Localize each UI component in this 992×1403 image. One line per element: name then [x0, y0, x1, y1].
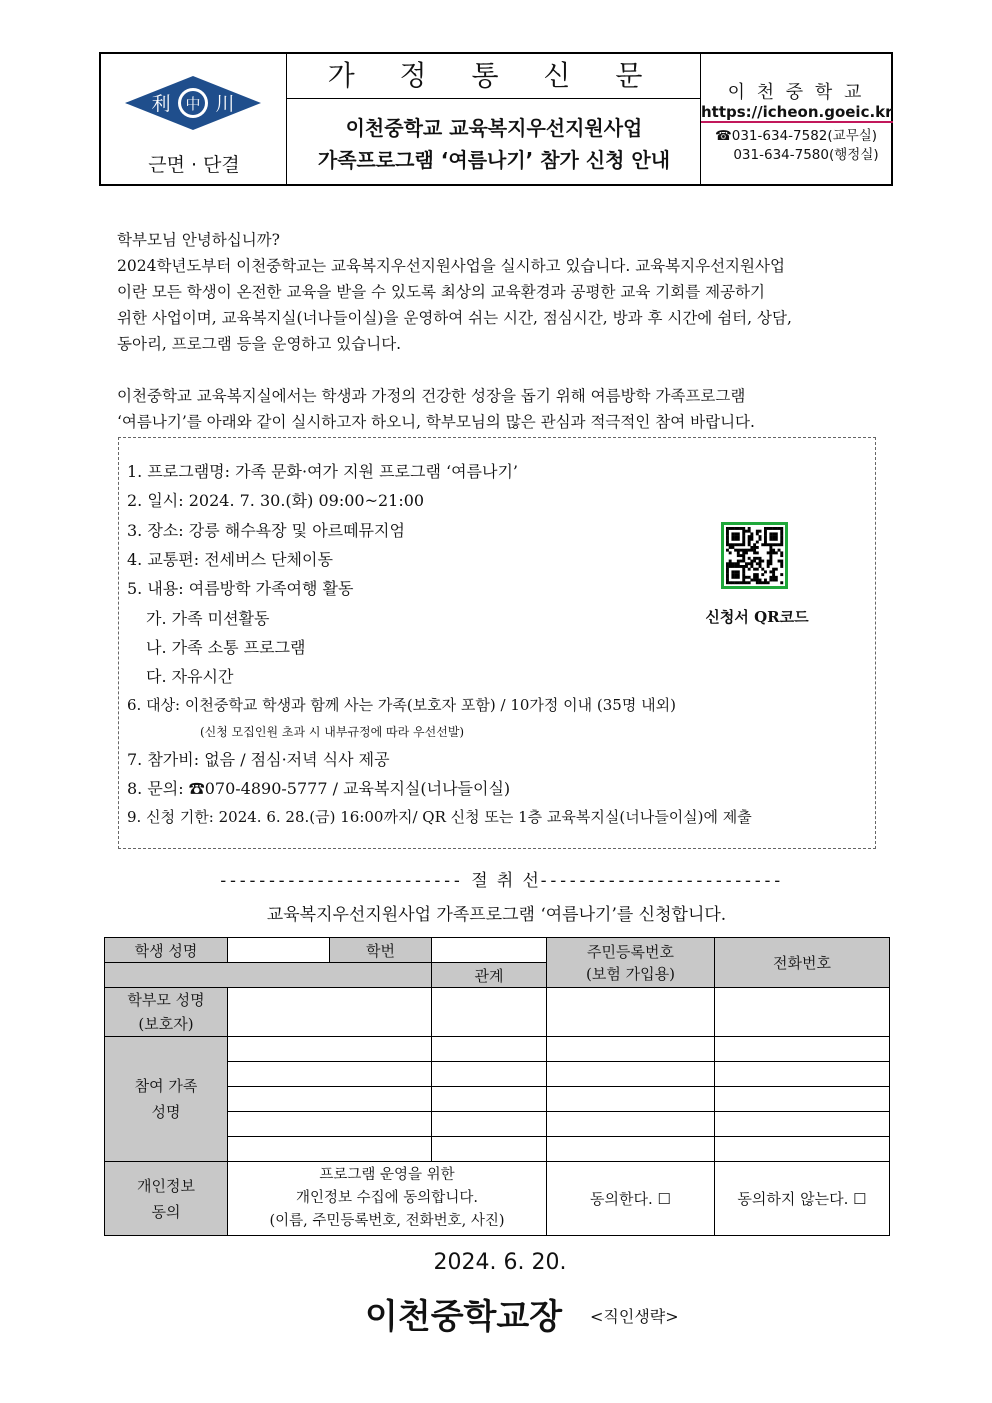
- school-name: 이 천 중 학 교: [727, 82, 865, 103]
- greeting: 학부모님 안녕하십니까?: [117, 231, 280, 249]
- school-info-cell: [701, 54, 891, 184]
- disagree-checkbox[interactable]: 동의하지 않는다. ☐: [715, 1162, 890, 1236]
- family-label-line2: 성명: [151, 1103, 181, 1121]
- header-spacer: [105, 963, 432, 988]
- school-motto: 근면 · 단결: [148, 154, 240, 176]
- intro-line: 위한 사업이며, 교육복지실(너나들이실)을 운영하여 쉬는 시간, 점심시간, 방과 후 시간에 쉼터, 상담,: [117, 309, 792, 327]
- family-resident-no-field[interactable]: [547, 1137, 715, 1162]
- phone-admin: 031-634-7580(행정실): [733, 147, 879, 163]
- family-name-field[interactable]: [228, 1137, 432, 1162]
- application-form: [104, 937, 890, 1236]
- privacy-label: [105, 1162, 228, 1236]
- parent-name-field[interactable]: [228, 988, 432, 1037]
- family-phone-field[interactable]: [715, 1037, 890, 1062]
- apply-sentence: 교육복지우선지원사업 가족프로그램 ‘여름나기’를 신청합니다.: [266, 905, 727, 925]
- privacy-text-line: 개인정보 수집에 동의합니다.: [296, 1190, 478, 1206]
- intro-paragraph-1: [117, 253, 882, 357]
- privacy-text-line: (이름, 주민등록번호, 전화번호, 사진): [269, 1213, 505, 1229]
- family-relation-field[interactable]: [432, 1137, 547, 1162]
- detail-item: 7. 참가비: 없음 / 점심·저녁 식사 제공: [127, 750, 390, 769]
- detail-item: 5. 내용: 여름방학 가족여행 활동: [127, 579, 354, 598]
- detail-item: 9. 신청 기한: 2024. 6. 28.(금) 16:00까지/ QR 신청 또는 1층 교육복지실(너나들이실)에 제출: [127, 808, 752, 826]
- family-name-field[interactable]: [228, 1062, 432, 1087]
- cut-line: ------------------------- 절 취 선-------------------------: [218, 871, 782, 891]
- detail-item: 3. 장소: 강릉 해수욕장 및 아르떼뮤지엄: [127, 521, 405, 540]
- notice-title-line1: 이천중학교 교육복지우선지원사업: [345, 116, 643, 140]
- intro-line: 이란 모든 학생이 온전한 교육을 받을 수 있도록 최상의 교육환경과 공평한 교육 기회를 제공하기: [117, 283, 766, 301]
- family-phone-field[interactable]: [715, 1087, 890, 1112]
- family-relation-field[interactable]: [432, 1112, 547, 1137]
- family-name-field[interactable]: [228, 1112, 432, 1137]
- detail-note: (신청 모집인원 초과 시 내부규정에 따라 우선선발): [200, 725, 465, 739]
- agree-checkbox[interactable]: 동의한다. ☐: [547, 1162, 715, 1236]
- school-url-wrap: [701, 103, 891, 121]
- detail-item: 2. 일시: 2024. 7. 30.(화) 09:00~21:00: [127, 491, 425, 510]
- doc-type-title: 가 정 통 신 문: [287, 54, 701, 99]
- family-resident-no-field[interactable]: [547, 1112, 715, 1137]
- logo-char-right: 川: [215, 93, 235, 115]
- family-phone-field[interactable]: [715, 1062, 890, 1087]
- intro-section: [117, 227, 882, 435]
- detail-subitem: 다. 자유시간: [146, 667, 234, 686]
- qr-label: 신청서 QR코드: [705, 608, 809, 626]
- parent-relation-field[interactable]: [432, 988, 547, 1037]
- logo-char-center: 中: [185, 95, 201, 113]
- detail-subitem: 나. 가족 소통 프로그램: [146, 638, 306, 657]
- resident-no-header: [547, 938, 715, 988]
- phone-header: 전화번호: [715, 938, 890, 988]
- detail-item: 4. 교통편: 전세버스 단체이동: [127, 550, 333, 569]
- logo-char-left: 利: [151, 93, 171, 115]
- intro-line: ‘여름나기’를 아래와 같이 실시하고자 하오니, 학부모님의 많은 관심과 적극적인 참여 바랍니다.: [117, 413, 755, 431]
- student-name-field[interactable]: [228, 938, 330, 963]
- student-name-label: 학생 성명: [105, 938, 228, 963]
- letter-header: [99, 52, 893, 186]
- school-logo: [101, 54, 287, 150]
- parent-label-line1: 학부모 성명: [127, 991, 205, 1009]
- family-relation-field[interactable]: [432, 1087, 547, 1112]
- qr-code[interactable]: [721, 522, 788, 589]
- detail-item: 6. 대상: 이천중학교 학생과 함께 사는 가족(보호자 포함) / 10가정 이내 (35명 내외): [127, 696, 676, 714]
- family-name-field[interactable]: [228, 1037, 432, 1062]
- privacy-text-line: 프로그램 운영을 위한: [319, 1167, 455, 1183]
- family-name-field[interactable]: [228, 1087, 432, 1112]
- resident-no-label: 주민등록번호: [587, 942, 674, 961]
- principal-signature: 이천중학교장: [365, 1297, 563, 1337]
- intro-line: 동아리, 프로그램 등을 운영하고 있습니다.: [117, 335, 402, 353]
- detail-item: 8. 문의: ☎070-4890-5777 / 교육복지실(너나들이실): [127, 779, 511, 798]
- detail-subitem: 가. 가족 미션활동: [146, 609, 270, 628]
- phone-academic: ☎031-634-7582(교무실): [714, 128, 878, 144]
- relation-header: 관계: [432, 963, 547, 988]
- parent-phone-field[interactable]: [715, 988, 890, 1037]
- family-resident-no-field[interactable]: [547, 1037, 715, 1062]
- parent-resident-no-field[interactable]: [547, 988, 715, 1037]
- logo-cell: [101, 54, 287, 184]
- detail-item: 1. 프로그램명: 가족 문화·여가 지원 프로그램 ‘여름나기’: [127, 462, 519, 481]
- notice-title-line2: 가족프로그램 ‘여름나기’ 참가 신청 안내: [317, 148, 671, 172]
- parent-name-label: [105, 988, 228, 1037]
- resident-no-sublabel: (보험 가입용): [586, 964, 675, 983]
- intro-line: 이천중학교 교육복지실에서는 학생과 가정의 건강한 성장을 돕기 위해 여름방학 가족프로그램: [117, 387, 746, 405]
- privacy-statement: [228, 1162, 547, 1236]
- privacy-label-line2: 동의: [151, 1202, 181, 1221]
- family-label-line1: 참여 가족: [134, 1077, 198, 1095]
- student-no-field[interactable]: [432, 938, 547, 963]
- parent-label-line2: (보호자): [138, 1015, 194, 1033]
- student-no-label: 학번: [330, 938, 432, 963]
- family-relation-field[interactable]: [432, 1062, 547, 1087]
- intro-paragraph-2: [117, 383, 882, 435]
- family-members-label: [105, 1037, 228, 1162]
- seal-omitted-note: <직인생략>: [590, 1307, 679, 1326]
- intro-line: 2024학년도부터 이천중학교는 교육복지우선지원사업을 실시하고 있습니다. 교육복지우선지원사업: [117, 257, 785, 275]
- issue-date: 2024. 6. 20.: [433, 1250, 567, 1275]
- privacy-label-line1: 개인정보: [137, 1176, 195, 1195]
- family-resident-no-field[interactable]: [547, 1062, 715, 1087]
- family-phone-field[interactable]: [715, 1137, 890, 1162]
- family-resident-no-field[interactable]: [547, 1087, 715, 1112]
- family-relation-field[interactable]: [432, 1037, 547, 1062]
- family-phone-field[interactable]: [715, 1112, 890, 1137]
- school-url-link[interactable]: https://icheon.goeic.kr: [701, 103, 893, 121]
- title-cell: [287, 54, 701, 184]
